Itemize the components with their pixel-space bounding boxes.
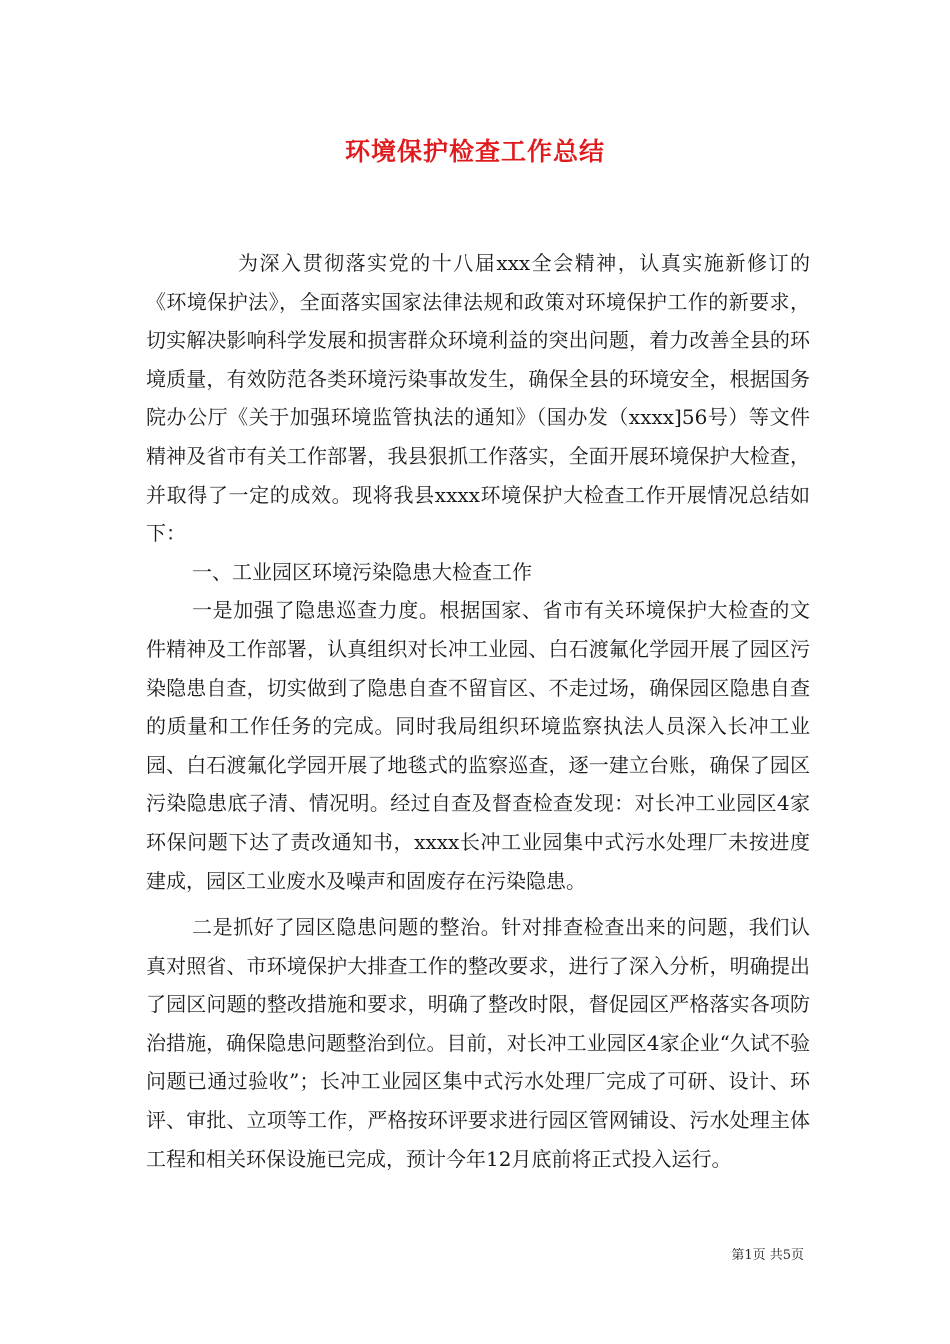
paragraph-gap [146,900,810,908]
paragraph-inspection: 一是加强了隐患巡查力度。根据国家、省市有关环境保护大检查的文件精神及工作部署，认真组织对长冲工业园、白石渡氟化学园开展了园区污染隐患自查，切实做到了隐患自查不留盲区、不走过场，确保园区隐患自查的质量和工作任务的完成。同时我局组织环境监察执法人员深入长冲工业园、白石渡氟化学园开展了地毯式的监察巡查，逐一建立台账，确保了园区污染隐患底子清、情况明。经过自查及督查检查发现：对长冲工业园区4家环保问题下达了责改通知书，xxxx长冲工业园集中式污水处理厂未按进度建成，园区工业废水及噪声和固废存在污染隐患。 [146,598,810,893]
page-number: 第1页 共5页 [731,1248,804,1263]
paragraph-rectification: 二是抓好了园区隐患问题的整治。针对排查检查出来的问题，我们认真对照省、市环境保护大排查工作的整改要求，进行了深入分析，明确提出了园区问题的整改措施和要求，明确了整改时限，督促园区严格落实各项防治措施，确保隐患问题整治到位。目前，对长冲工业园区4家企业“久试不验问题已通过验收”；长冲工业园区集中式污水处理厂完成了可研、设计、环评、审批、立项等工作，严格按环评要求进行园区管网铺设、污水处理主体工程和相关环保设施已完成，预计今年12月底前将正式投入运行。 [146,915,810,1171]
paragraph-intro: 为深入贯彻落实党的十八届xxx全会精神，认真实施新修订的《环境保护法》，全面落实国家法律法规和政策对环境保护工作的新要求，切实解决影响科学发展和损害群众环境利益的突出问题，着力改善全县的环境质量，有效防范各类环境污染事故发生，确保全县的环境安全，根据国务院办公厅《关于加强环境监管执法的通知》（国办发（xxxx]56号）等文件精神及省市有关工作部署，我县狠抓工作落实，全面开展环境保护大检查，并取得了一定的成效。现将我县xxxx环境保护大检查工作开展情况总结如下： [146,251,810,546]
section-heading: 一、工业园区环境污染隐患大检查工作 [192,559,532,584]
document-title: 环境保护检查工作总结 [344,137,605,166]
document-body [146,244,810,1178]
